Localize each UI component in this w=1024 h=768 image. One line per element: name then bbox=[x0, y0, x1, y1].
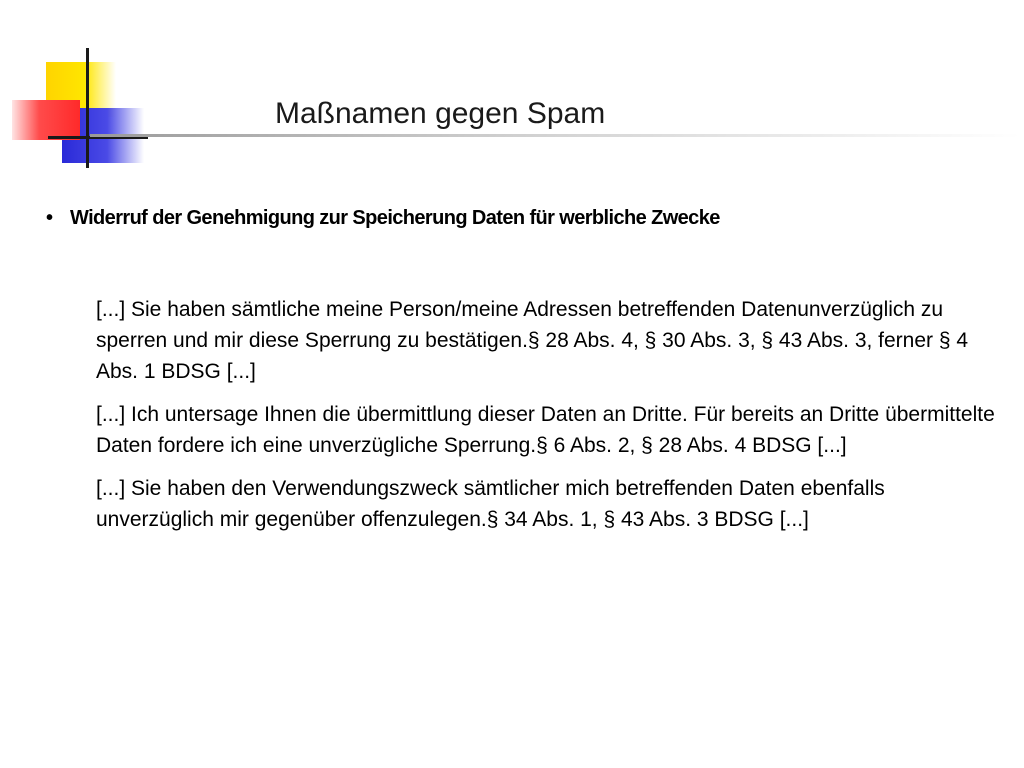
bullet-item bbox=[46, 206, 720, 230]
bullet-text: Widerruf der Genehmigung zur Speicherung Daten für werbliche Zwecke bbox=[70, 207, 720, 229]
quote-list bbox=[96, 294, 996, 547]
logo-red-square bbox=[12, 100, 80, 140]
quote-paragraph: [...] Sie haben sämtliche meine Person/meine Adressen betreffenden Datenunverzüglich zu sperren und mir diese Sperrung zu bestätigen.§ 28 Abs. 4, § 30 Abs. 3, § 43 Abs. 3, ferner § 4 Abs. 1 BDSG [...] bbox=[96, 298, 969, 383]
slide-logo-decoration bbox=[0, 0, 160, 175]
title-underline bbox=[90, 134, 1020, 137]
slide-title: Maßnamen gegen Spam bbox=[275, 97, 606, 130]
logo-vertical-line bbox=[86, 48, 89, 168]
bullet-marker: • bbox=[46, 207, 53, 229]
quote-paragraph: [...] Sie haben den Verwendungszweck sämtlicher mich betreffenden Daten ebenfalls unverzüglich mir gegenüber offenzulegen.§ 34 Abs. 1, § 43 Abs. 3 BDSG [...] bbox=[96, 477, 885, 531]
quote-paragraph: [...] Ich untersage Ihnen die übermittlung dieser Daten an Dritte. Für bereits an Dritte übermittelte Daten fordere ich eine unverzügliche Sperrung.§ 6 Abs. 2, § 28 Abs. 4 BDSG [...] bbox=[96, 403, 995, 457]
